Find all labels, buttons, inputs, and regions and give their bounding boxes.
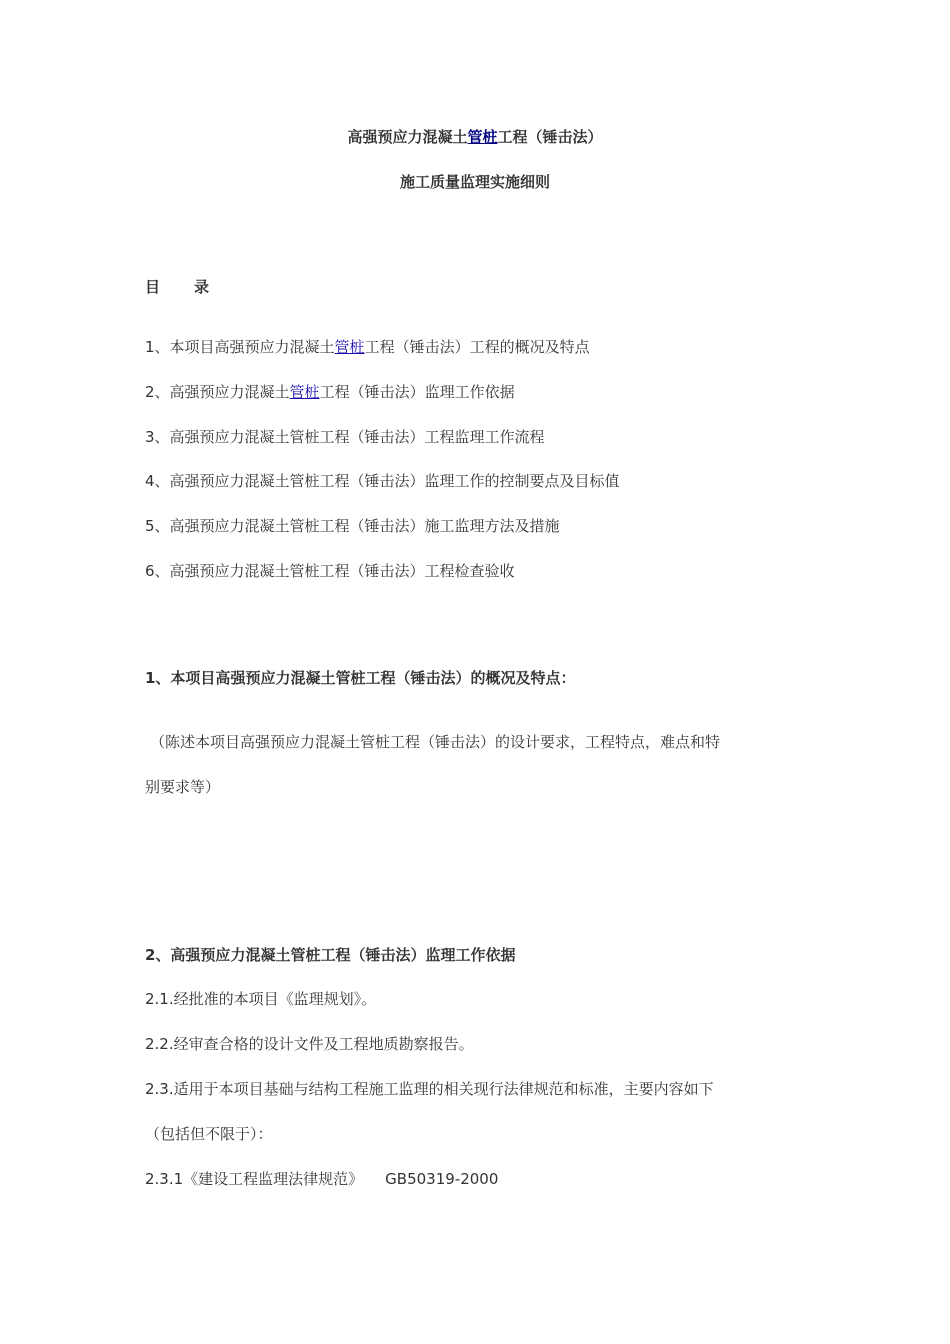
section2-item-2-2: 2.2.经审查合格的设计文件及工程地质勘察报告。 xyxy=(145,1035,474,1053)
section2-item-2-3-line2: （包括但不限于）： xyxy=(145,1125,273,1143)
document-title-line1 xyxy=(0,127,950,147)
section1-heading: 1、本项目高强预应力混凝土管桩工程（锤击法）的概况及特点： xyxy=(145,669,576,687)
standard-name: 2.3.1《建设工程监理法律规范》 xyxy=(145,1170,364,1188)
section2-heading: 2、高强预应力混凝土管桩工程（锤击法）监理工作依据 xyxy=(145,946,516,964)
toc-heading xyxy=(145,277,209,297)
standard-code: GB50319-2000 xyxy=(385,1170,499,1188)
toc-item-3: 3、高强预应力混凝土管桩工程（锤击法）工程监理工作流程 xyxy=(145,428,545,446)
toc-item-text: 2、高强预应力混凝土 xyxy=(145,383,290,401)
title-text-a: 高强预应力混凝土 xyxy=(347,128,468,146)
section2-item-2-3-line1: 2.3.适用于本项目基础与结构工程施工监理的相关现行法律规范和标准，主要内容如下 xyxy=(145,1080,714,1098)
toc-heading-a: 目 xyxy=(145,278,161,296)
toc-item-text: 1、本项目高强预应力混凝土 xyxy=(145,338,335,356)
toc-item-link-guanzhuang[interactable]: 管桩 xyxy=(334,338,365,356)
toc-item-text: 工程（锤击法）工程的概况及特点 xyxy=(364,338,590,356)
title-text-b: 工程（锤击法） xyxy=(497,128,603,146)
section2-item-2-3-1 xyxy=(145,1169,498,1189)
title-link-guanzhuang[interactable]: 管桩 xyxy=(467,128,498,146)
document-title-line2: 施工质量监理实施细则 xyxy=(399,173,550,191)
toc-item-2 xyxy=(145,382,515,402)
toc-item-4: 4、高强预应力混凝土管桩工程（锤击法）监理工作的控制要点及目标值 xyxy=(145,472,620,490)
toc-item-5: 5、高强预应力混凝土管桩工程（锤击法）施工监理方法及措施 xyxy=(145,517,560,535)
toc-item-6: 6、高强预应力混凝土管桩工程（锤击法）工程检查验收 xyxy=(145,562,515,580)
toc-item-link-guanzhuang[interactable]: 管桩 xyxy=(289,383,320,401)
section1-paragraph-line1: （陈述本项目高强预应力混凝土管桩工程（锤击法）的设计要求，工程特点，难点和特 xyxy=(150,733,721,751)
toc-heading-b: 录 xyxy=(194,278,210,296)
toc-item-1 xyxy=(145,337,590,357)
section1-paragraph-line2: 别要求等） xyxy=(145,778,221,796)
toc-item-text: 工程（锤击法）监理工作依据 xyxy=(319,383,515,401)
section2-item-2-1: 2.1.经批准的本项目《监理规划》。 xyxy=(145,990,377,1008)
